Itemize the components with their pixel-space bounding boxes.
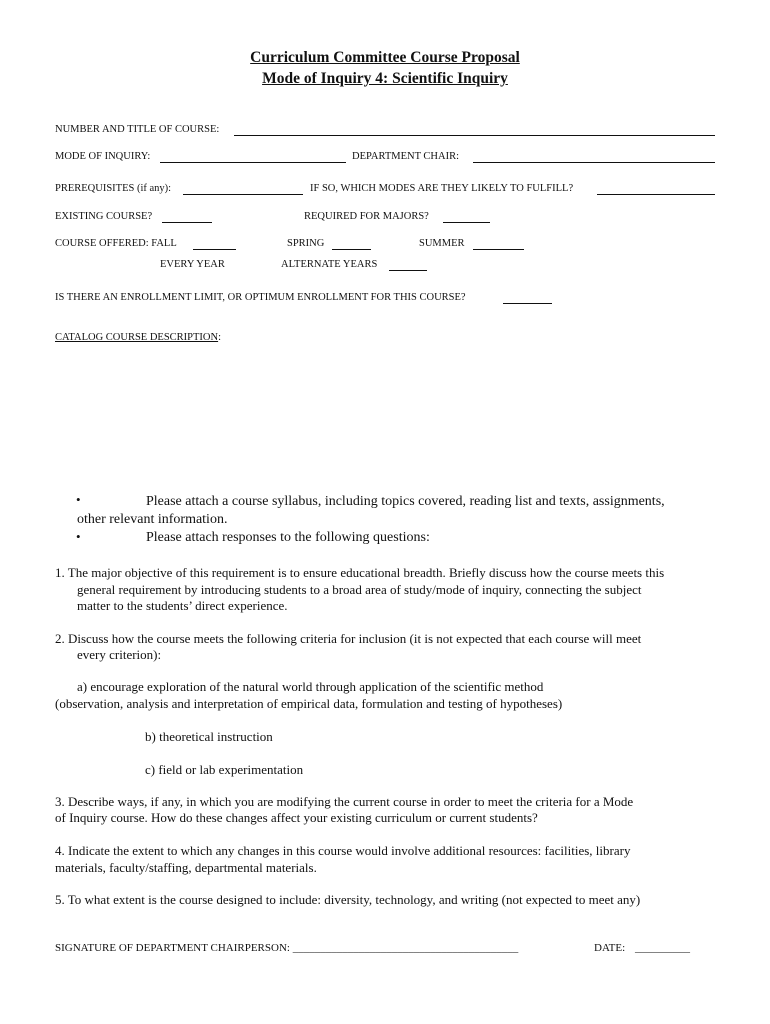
catalog-label-text: CATALOG COURSE DESCRIPTION — [55, 332, 219, 343]
question-1-line-1: 1. The major objective of this requirement is to ensure educational breadth. Briefly discuss how the course meets this — [55, 565, 665, 580]
catalog-description-area[interactable] — [55, 350, 715, 480]
enrollment-label: IS THERE AN ENROLLMENT LIMIT, OR OPTIMUM ENROLLMENT FOR THIS COURSE? — [55, 292, 466, 303]
required-field[interactable] — [443, 222, 490, 223]
bullet-icon: • — [76, 492, 81, 507]
dept-chair-label: DEPARTMENT CHAIR: — [352, 151, 460, 162]
bullet-1-line-2: other relevant information. — [77, 512, 228, 527]
date-field[interactable]: __________ — [635, 942, 690, 954]
question-1-line-2: general requirement by introducing students to a broad area of study/mode of inquiry, connecting the subject — [77, 582, 642, 597]
number-title-label: NUMBER AND TITLE OF COURSE: — [55, 124, 220, 135]
existing-field[interactable] — [162, 222, 212, 223]
spring-field[interactable] — [332, 249, 371, 250]
signature-line[interactable]: SIGNATURE OF DEPARTMENT CHAIRPERSON: _________________________________________ — [55, 942, 519, 954]
question-2c: c) field or lab experimentation — [145, 762, 304, 777]
prereq-label: PREREQUISITES (if any): — [55, 183, 172, 194]
question-2a-line-2: (observation, analysis and interpretation of empirical data, formulation and testing of hypotheses) — [55, 696, 563, 711]
spring-label: SPRING — [287, 238, 325, 249]
catalog-label-colon: : — [218, 332, 222, 343]
offered-fall-label: COURSE OFFERED: FALL — [55, 238, 177, 249]
mode-field[interactable] — [160, 162, 346, 163]
question-2b: b) theoretical instruction — [145, 729, 273, 744]
modes-fulfill-field[interactable] — [597, 194, 715, 195]
date-label: DATE: — [594, 942, 626, 954]
bullet-icon: • — [76, 529, 81, 544]
question-4-line-2: materials, faculty/staffing, departmental materials. — [55, 860, 317, 875]
question-3-line-1: 3. Describe ways, if any, in which you are modifying the current course in order to meet the criteria for a Mode — [55, 794, 634, 809]
question-2-line-2: every criterion): — [77, 647, 162, 662]
bullet-2: Please attach responses to the following questions: — [146, 530, 430, 545]
every-year-label: EVERY YEAR — [160, 259, 225, 270]
alternate-years-field[interactable] — [389, 270, 427, 271]
page-title: Curriculum Committee Course Proposal — [250, 49, 520, 66]
modes-fulfill-label: IF SO, WHICH MODES ARE THEY LIKELY TO FULFILL? — [310, 183, 574, 194]
existing-label: EXISTING COURSE? — [55, 211, 153, 222]
required-label: REQUIRED FOR MAJORS? — [304, 211, 429, 222]
dept-chair-field[interactable] — [473, 162, 715, 163]
question-3-line-2: of Inquiry course. How do these changes affect your existing curriculum or current students? — [55, 810, 538, 825]
alternate-years-label: ALTERNATE YEARS — [281, 259, 378, 270]
mode-label: MODE OF INQUIRY: — [55, 151, 151, 162]
question-2-line-1: 2. Discuss how the course meets the following criteria for inclusion (it is not expected that each course will meet — [55, 631, 642, 646]
page-subtitle: Mode of Inquiry 4: Scientific Inquiry — [262, 70, 508, 87]
fall-field[interactable] — [193, 249, 236, 250]
number-title-field[interactable] — [234, 135, 715, 136]
enrollment-field[interactable] — [503, 303, 552, 304]
question-5: 5. To what extent is the course designed to include: diversity, technology, and writing (not expected to meet any) — [55, 892, 641, 907]
bullet-1-line-1: Please attach a course syllabus, including topics covered, reading list and texts, assignments, — [146, 494, 665, 509]
question-4-line-1: 4. Indicate the extent to which any changes in this course would involve additional resources: facilities, library — [55, 843, 631, 858]
summer-label: SUMMER — [419, 238, 465, 249]
prereq-field[interactable] — [183, 194, 303, 195]
question-1-line-3: matter to the students’ direct experience. — [77, 598, 288, 613]
catalog-label — [55, 332, 221, 343]
question-2a-line-1: a) encourage exploration of the natural world through application of the scientific method — [77, 679, 544, 694]
summer-field[interactable] — [473, 249, 524, 250]
